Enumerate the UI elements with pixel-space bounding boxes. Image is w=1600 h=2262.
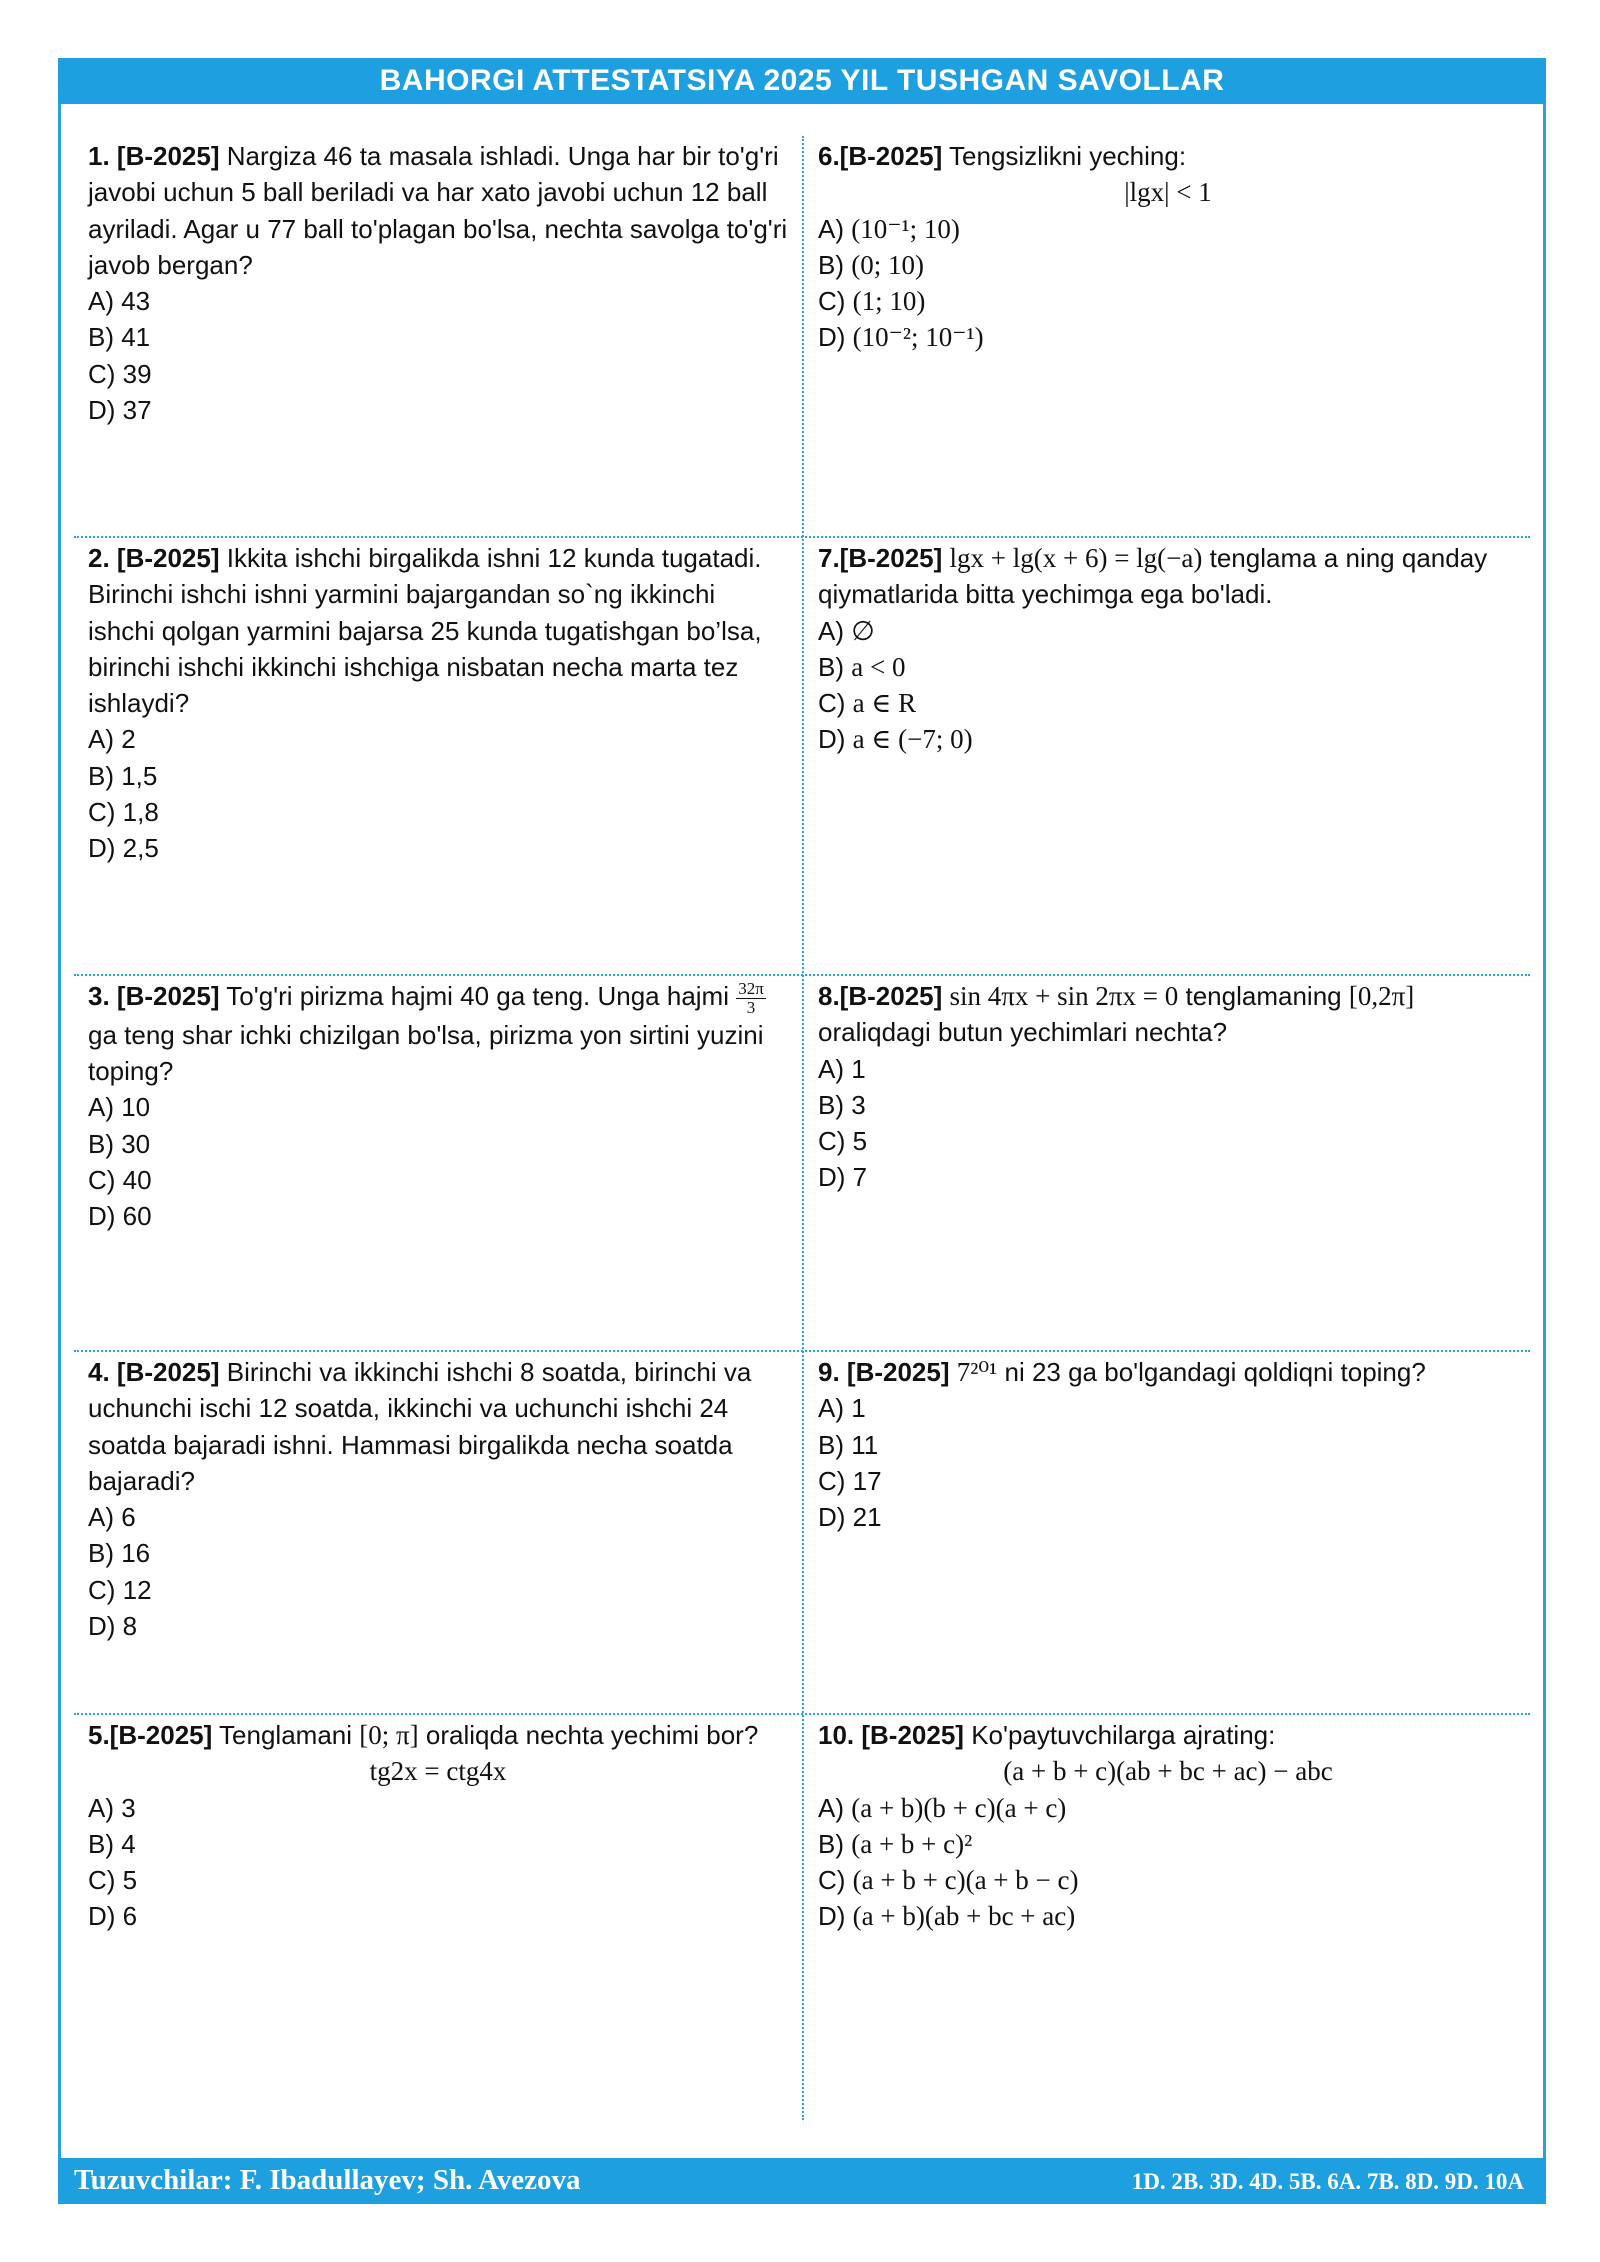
fraction (736, 980, 766, 1017)
question-text: Birinchi va ikkinchi ishchi 8 soatda, birinchi va uchunchi ischi 12 soatda, ikkinchi va uchunchi ishchi 24 soatda bajaradi ishni. Hammasi birgalikda necha soatda bajaradi? (88, 1357, 752, 1496)
option-c: C) 1,8 (88, 797, 159, 828)
option-d: D) 6 (88, 1901, 138, 1932)
option-d: D) 8 (88, 1611, 138, 1642)
question-number: 10. [B-2025] (818, 1720, 964, 1750)
question-2 (88, 540, 788, 867)
option-b: B) (0; 10) (818, 249, 924, 280)
equation: sin 4πx + sin 2πx = 0 (949, 981, 1179, 1011)
interval-expression: [0,2π] (1348, 981, 1415, 1011)
question-text: Tengsizlikni yeching: (949, 141, 1187, 171)
question-5 (88, 1717, 788, 1935)
fraction-numerator: 32π (738, 978, 764, 998)
question-number: 9. [B-2025] (818, 1357, 950, 1387)
question-text: ga teng shar ichki chizilgan bo'lsa, pirizma yon sirtini yuzini toping? (88, 1019, 764, 1086)
question-8 (818, 978, 1518, 1196)
option-a: A) 10 (88, 1092, 151, 1123)
option-d: D) (10⁻²; 10⁻¹) (818, 322, 984, 353)
question-10 (818, 1717, 1518, 1935)
option-c: C) 40 (88, 1164, 152, 1195)
question-7 (818, 540, 1518, 758)
question-number: 8.[B-2025] (818, 981, 943, 1011)
question-6 (818, 138, 1518, 356)
option-b: B) 11 (818, 1429, 879, 1460)
option-a: A) 3 (88, 1792, 136, 1823)
option-c: C) 5 (88, 1865, 138, 1896)
option-a: A) 6 (88, 1502, 136, 1533)
question-number: 7.[B-2025] (818, 543, 943, 573)
equation: (a + b + c)(ab + bc + ac) − abc (1003, 1756, 1333, 1787)
question-text: Ko'paytuvchilarga ajrating: (971, 1720, 1276, 1750)
equation: lgx + lg(x + 6) = lg(−a) (949, 543, 1203, 573)
question-4 (88, 1354, 788, 1644)
option-b: B) 3 (818, 1089, 866, 1120)
question-number: 4. [B-2025] (88, 1357, 220, 1387)
option-a: A) ∅ (818, 615, 875, 646)
option-c: C) 12 (88, 1574, 152, 1605)
question-text: oraliqda nechta yechimi bor? (425, 1720, 759, 1750)
question-text: Ikkita ishchi birgalikda ishni 12 kunda tugatadi. Birinchi ishchi ishni yarmini bajargandan so`ng ikkinchi ishchi qolgan yarmini bajarsa 25 kunda tugatishgan bo’lsa, birinchi ishchi ikkinchi ishchiga nisbatan necha marta tez ishlaydi? (88, 543, 762, 719)
question-text: Tenglamani (219, 1720, 353, 1750)
question-text: Nargiza 46 ta masala ishladi. Unga har bir to'g'ri javobi uchun 5 ball beriladi va har xato javobi uchun 12 ball ayriladi. Agar u 77 ball to'plagan bo'lsa, nechta savolga to'g'ri javob bergan? (88, 141, 788, 280)
column-divider (802, 136, 804, 2120)
option-b: B) 41 (88, 322, 151, 353)
question-text: tenglama a ning qanday qiymatlarida bitta yechimga ega bo'ladi. (818, 543, 1488, 610)
question-number: 6.[B-2025] (818, 141, 943, 171)
option-d: D) 7 (818, 1162, 868, 1193)
option-b: B) 4 (88, 1828, 136, 1859)
option-b: B) 30 (88, 1128, 151, 1159)
question-number: 1. [B-2025] (88, 141, 220, 171)
option-c: C) 39 (88, 358, 152, 389)
option-d: D) 2,5 (88, 833, 159, 864)
fraction-denominator: 3 (746, 997, 756, 1017)
equation: |lgx| < 1 (1124, 177, 1212, 208)
question-3 (88, 978, 788, 1234)
option-c: C) 17 (818, 1465, 882, 1496)
question-text: oraliqdagi butun yechimlari nechta? (818, 1017, 1228, 1048)
equation: 7²⁰¹ (956, 1357, 998, 1387)
option-b: B) 1,5 (88, 760, 158, 791)
option-c: C) a ∈ R (818, 688, 917, 719)
option-a: A) 2 (88, 724, 136, 755)
option-a: A) (10⁻¹; 10) (818, 213, 960, 244)
option-a: A) 1 (818, 1393, 866, 1424)
option-d: D) 37 (88, 395, 152, 426)
question-1 (88, 138, 788, 428)
question-number: 2. [B-2025] (88, 543, 220, 573)
option-b: B) a < 0 (818, 651, 906, 682)
question-9 (818, 1354, 1518, 1535)
question-text: tenglamaning (1185, 981, 1342, 1011)
row-divider (74, 974, 1530, 976)
option-d: D) 21 (818, 1502, 882, 1533)
option-c: C) 5 (818, 1126, 868, 1157)
option-c: C) (a + b + c)(a + b − c) (818, 1865, 1079, 1896)
question-number: 5.[B-2025] (88, 1720, 213, 1750)
row-divider (74, 1350, 1530, 1352)
question-text: To'g'ri pirizma hajmi 40 ga teng. Unga hajmi (226, 981, 729, 1011)
answer-key: 1D. 2B. 3D. 4D. 5B. 6A. 7B. 8D. 9D. 10A (1131, 2169, 1524, 2194)
footer-authors: Tuzuvchilar: F. Ibadullayev; Sh. Avezova (74, 2164, 581, 2196)
page-title: BAHORGI ATTESTATSIYA 2025 YIL TUSHGAN SAVOLLAR (58, 58, 1546, 104)
option-c: C) (1; 10) (818, 286, 926, 317)
equation: tg2x = ctg4x (369, 1756, 507, 1787)
interval-expression: [0; π] (359, 1720, 419, 1750)
question-text: ni 23 ga bo'lgandagi qoldiqni toping? (1004, 1357, 1426, 1387)
option-a: A) 1 (818, 1053, 866, 1084)
option-d: D) (a + b)(ab + bc + ac) (818, 1901, 1076, 1932)
option-d: D) a ∈ (−7; 0) (818, 724, 973, 755)
question-number: 3. [B-2025] (88, 981, 220, 1011)
page-footer (58, 2158, 1546, 2204)
row-divider (74, 536, 1530, 538)
row-divider (74, 1713, 1530, 1715)
option-b: B) 16 (88, 1538, 151, 1569)
option-a: A) (a + b)(b + c)(a + c) (818, 1792, 1067, 1823)
option-b: B) (a + b + c)² (818, 1828, 973, 1859)
option-d: D) 60 (88, 1201, 152, 1232)
option-a: A) 43 (88, 286, 151, 317)
